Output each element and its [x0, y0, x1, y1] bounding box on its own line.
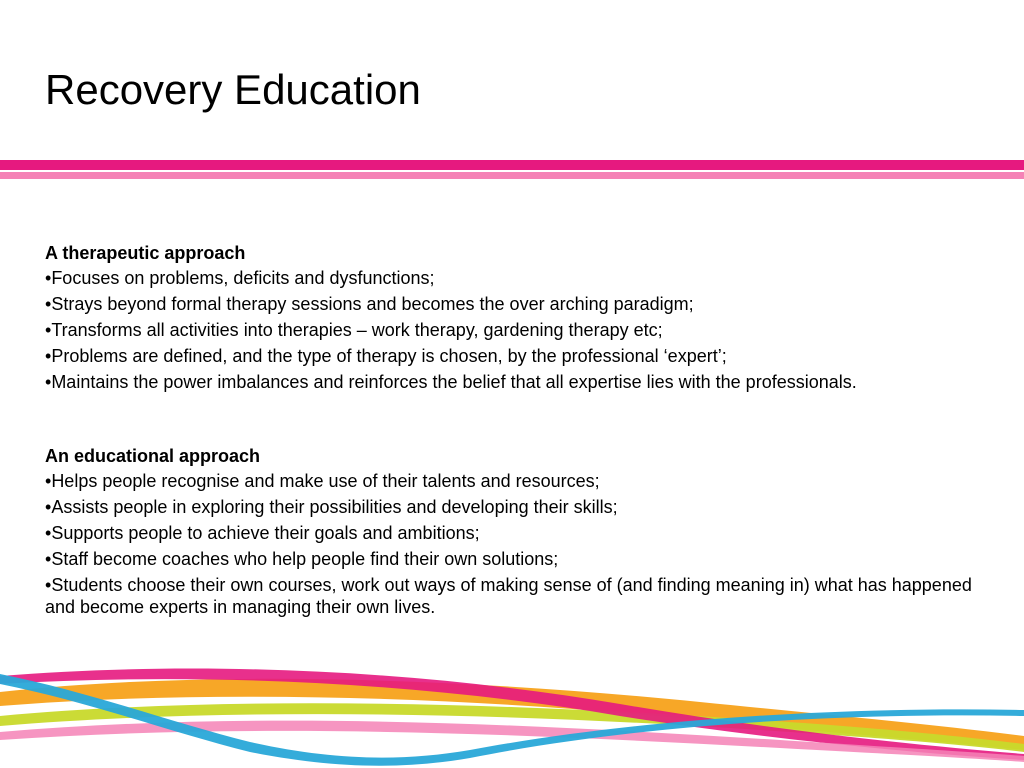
- therapeutic-approach-section: [45, 242, 985, 393]
- bullet-text: Transforms all activities into therapies – work therapy, gardening therapy etc;: [51, 320, 663, 340]
- bullet-list: [45, 470, 985, 618]
- bullet-item: [45, 470, 985, 492]
- bullet-item: [45, 371, 985, 393]
- title-divider-pink: [0, 172, 1024, 179]
- bullet-text: Supports people to achieve their goals and ambitions;: [51, 523, 480, 543]
- bullet-item: [45, 267, 985, 289]
- bullet-text: Assists people in exploring their possibilities and developing their skills;: [51, 497, 618, 517]
- bullet-text: Maintains the power imbalances and reinforces the belief that all expertise lies with the professionals.: [51, 372, 857, 392]
- bullet-text: Staff become coaches who help people find their own solutions;: [51, 549, 559, 569]
- bullet-item: [45, 345, 985, 367]
- bullet-text: Problems are defined, and the type of therapy is chosen, by the professional ‘expert’;: [51, 346, 727, 366]
- bullet-item: [45, 496, 985, 518]
- slide-body: [45, 242, 985, 622]
- bullet-item: [45, 574, 985, 618]
- section-heading: A therapeutic approach: [45, 243, 246, 263]
- bullet-item: [45, 293, 985, 315]
- bullet-text: Students choose their own courses, work out ways of making sense of (and finding meaning in) what has happened and become experts in managing their own lives.: [45, 575, 972, 617]
- educational-approach-section: [45, 445, 985, 618]
- slide-title: Recovery Education: [45, 66, 421, 113]
- title-divider-magenta: [0, 160, 1024, 170]
- bullet-list: [45, 267, 985, 393]
- decorative-swooshes: [0, 640, 1024, 768]
- bullet-text: Helps people recognise and make use of their talents and resources;: [51, 471, 600, 491]
- bullet-item: [45, 548, 985, 570]
- bullet-item: [45, 522, 985, 544]
- bullet-text: Focuses on problems, deficits and dysfunctions;: [51, 268, 435, 288]
- bullet-item: [45, 319, 985, 341]
- section-heading: An educational approach: [45, 446, 261, 466]
- bullet-text: Strays beyond formal therapy sessions and becomes the over arching paradigm;: [51, 294, 694, 314]
